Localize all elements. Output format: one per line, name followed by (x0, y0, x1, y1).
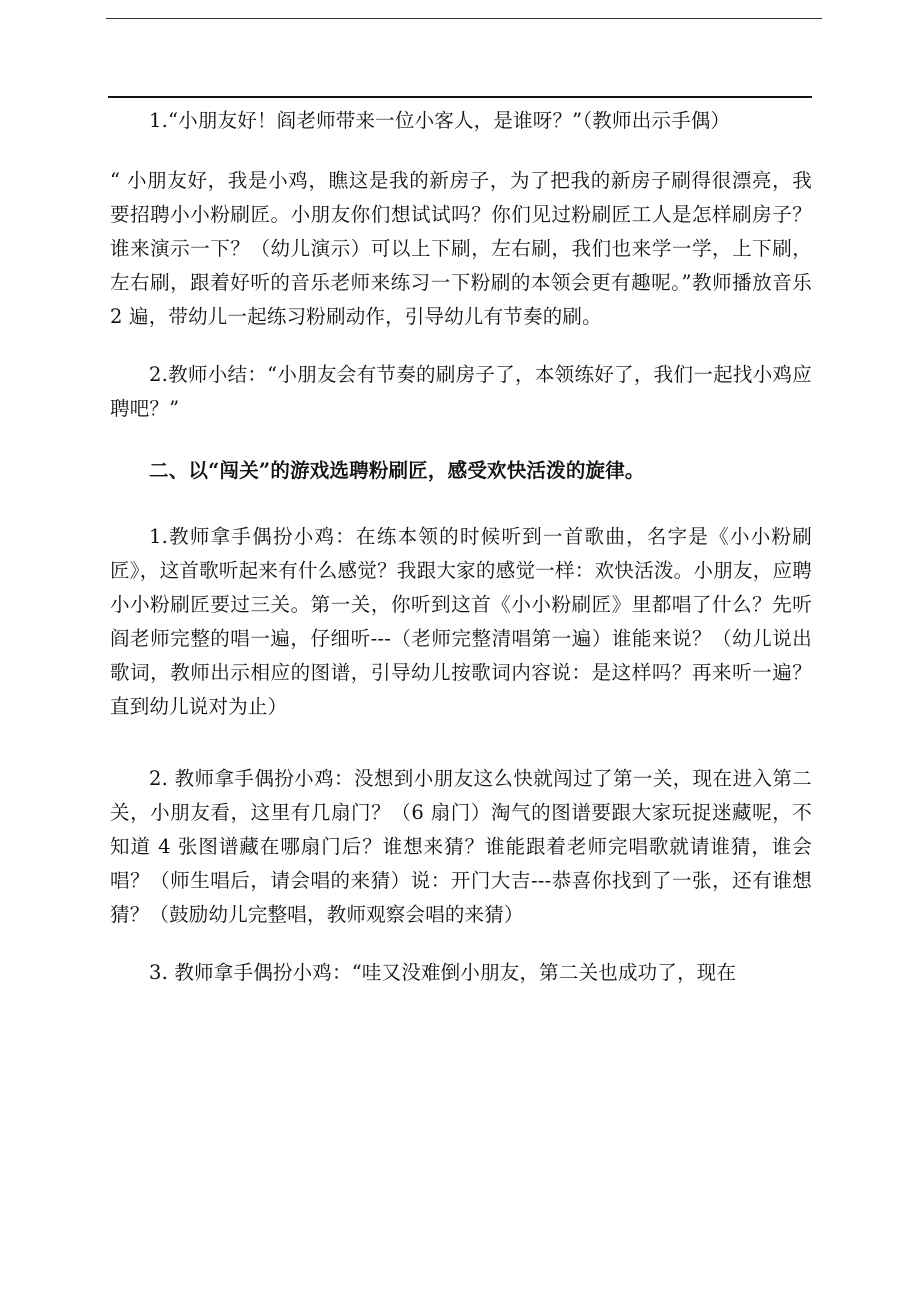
paragraph-2: “ 小朋友好，我是小鸡，瞧这是我的新房子，为了把我的新房子刷得很漂亮，我要招聘小小粉刷匠。小朋友你们想试试吗？你们见过粉刷匠工人是怎样刷房子？谁来演示一下？（幼儿演示）可以上下刷，左右刷，我们也来学一学，上下刷，左右刷，跟着好听的音乐老师来练习一下粉刷的本领会更有趣呢。”教师播放音乐 2 遍，带幼儿一起练习粉刷动作，引导幼儿有节奏的刷。 (110, 169, 812, 328)
paragraph-6: 3. 教师拿手偶扮小鸡：“哇又没难倒小朋友，第二关也成功了，现在 (149, 961, 737, 984)
paragraph-5: 2. 教师拿手偶扮小鸡：没想到小朋友这么快就闯过了第一关，现在进入第二关，小朋友看，这里有几扇门？（6 扇门）淘气的图谱要跟大家玩捉迷藏呢，不知道 4 张图谱藏在哪扇门后？谁想来猜？谁能跟着老师完唱歌就请谁猜，谁会唱？（师生唱后，请会唱的来猜）说：开门大吉---恭喜你找到了一张，还有谁想猜？（鼓励幼儿完整唱，教师观察会唱的来猜） (110, 767, 812, 926)
paragraph-1: 1.“小朋友好！阎老师带来一位小客人，是谁呀？”（教师出示手偶） (149, 109, 731, 132)
paragraph-4: 1.教师拿手偶扮小鸡：在练本领的时候听到一首歌曲，名字是《小小粉刷匠》，这首歌听起来有什么感觉？我跟大家的感觉一样：欢快活泼。小朋友，应聘小小粉刷匠要过三关。第一关，你听到这首《小小粉刷匠》里都唱了什么？先听阎老师完整的唱一遍，仔细听---（老师完整清唱第一遍）谁能来说？（幼儿说出歌词，教师出示相应的图谱，引导幼儿按歌词内容说：是这样吗？再来听一遍？直到幼儿说对为止） (110, 525, 812, 718)
section-heading: 二、以“闯关”的游戏选聘粉刷匠，感受欢快活泼的旋律。 (149, 459, 645, 482)
document-body (110, 104, 812, 990)
paragraph-3: 2.教师小结：“小朋友会有节奏的刷房子了，本领练好了，我们一起找小鸡应聘吧？” (110, 363, 812, 420)
page-top-rule (106, 18, 822, 19)
header-rule (108, 96, 812, 98)
